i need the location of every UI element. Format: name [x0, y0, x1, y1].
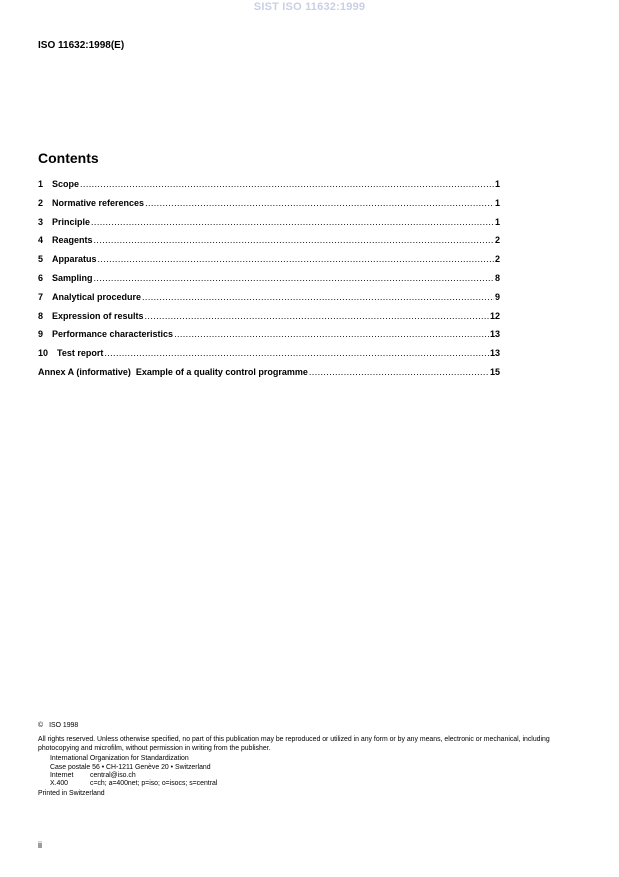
toc-label: Reagents — [52, 235, 93, 246]
toc-page: 13 — [489, 348, 500, 359]
toc-label: Analytical procedure — [52, 291, 142, 302]
toc-label: Annex A (informative) Example of a quality control programme — [38, 366, 308, 377]
toc-page: 12 — [489, 310, 500, 321]
toc-item-reagents[interactable] — [38, 235, 500, 254]
toc-leader — [98, 254, 494, 264]
toc-item-performance-characteristics[interactable] — [38, 329, 500, 348]
organization-name: International Organization for Standardization — [50, 755, 189, 763]
toc-page: 2 — [494, 235, 500, 246]
toc-number: 8 — [38, 310, 44, 321]
x400-value: c=ch; a=400net; p=iso; o=isocs; s=central — [90, 780, 218, 788]
toc-item-apparatus[interactable] — [38, 254, 500, 273]
copyright-text: ISO 1998 — [49, 722, 79, 729]
internet-label: Internet — [50, 772, 74, 780]
toc-leader — [142, 292, 494, 302]
toc-leader — [94, 235, 494, 245]
toc-item-expression-of-results[interactable] — [38, 311, 500, 330]
toc-number: 1 — [38, 179, 44, 189]
x400-label: X.400 — [50, 780, 69, 788]
iso-address — [38, 755, 578, 789]
toc-number: 10 — [38, 348, 49, 359]
toc-leader — [145, 198, 494, 208]
toc-page: 15 — [489, 366, 500, 377]
toc-item-analytical-procedure[interactable] — [38, 292, 500, 311]
toc-label: Scope — [52, 179, 80, 189]
toc-leader — [309, 367, 489, 377]
toc-label: Performance characteristics — [52, 329, 174, 340]
toc-number: 6 — [38, 272, 44, 283]
copyright-footer — [38, 722, 578, 798]
toc-page: 9 — [494, 291, 500, 302]
document-id: ISO 11632:1998(E) — [38, 40, 125, 51]
toc-number: 4 — [38, 235, 44, 246]
toc-item-sampling[interactable] — [38, 273, 500, 292]
toc-leader — [91, 217, 494, 227]
toc-number: 3 — [38, 216, 44, 227]
toc-page: 1 — [494, 179, 500, 189]
toc-leader — [104, 348, 489, 358]
x400-row — [50, 780, 578, 788]
toc-number: 7 — [38, 291, 44, 302]
toc-page: 1 — [494, 216, 500, 227]
toc-page: 13 — [489, 329, 500, 340]
toc-number: 9 — [38, 329, 44, 340]
copyright-symbol: © — [38, 722, 44, 729]
watermark: SIST ISO 11632:1999 — [253, 1, 366, 13]
toc-label: Apparatus — [52, 254, 97, 265]
toc-label: Principle — [52, 216, 91, 227]
toc-page: 8 — [494, 272, 500, 283]
toc-label: Expression of results — [52, 310, 144, 321]
copyright-line — [38, 722, 578, 730]
toc-leader — [174, 329, 489, 339]
toc-number: 5 — [38, 254, 44, 265]
toc-item-annex-a[interactable] — [38, 367, 500, 386]
toc-page: 2 — [494, 254, 500, 265]
toc-leader — [145, 311, 489, 321]
contents-title: Contents — [38, 150, 99, 166]
toc-item-scope[interactable] — [38, 179, 500, 198]
toc-label: Test report — [57, 348, 104, 359]
postal-address: Case postale 56 • CH-1211 Genève 20 • Switzerland — [50, 763, 211, 771]
internet-row — [50, 772, 578, 780]
toc-label: Normative references — [52, 197, 145, 208]
toc-item-test-report[interactable] — [38, 348, 500, 367]
toc-leader — [94, 273, 494, 283]
toc-leader — [80, 179, 494, 189]
table-of-contents — [38, 179, 500, 386]
toc-number: 2 — [38, 197, 44, 208]
internet-value[interactable]: central@iso.ch — [90, 772, 136, 780]
toc-item-principle[interactable] — [38, 217, 500, 236]
toc-label: Sampling — [52, 272, 93, 283]
printed-in: Printed in Switzerland — [38, 789, 105, 797]
toc-page: 1 — [494, 197, 500, 208]
rights-statement: All rights reserved. Unless otherwise specified, no part of this publication may be reproduced or utilized in any form or by any means, electronic or mechanical, including photocopying and microfilm, without permission in writing from the publisher. — [38, 736, 550, 752]
page-number: ii — [38, 840, 42, 850]
toc-item-normative-references[interactable] — [38, 198, 500, 217]
